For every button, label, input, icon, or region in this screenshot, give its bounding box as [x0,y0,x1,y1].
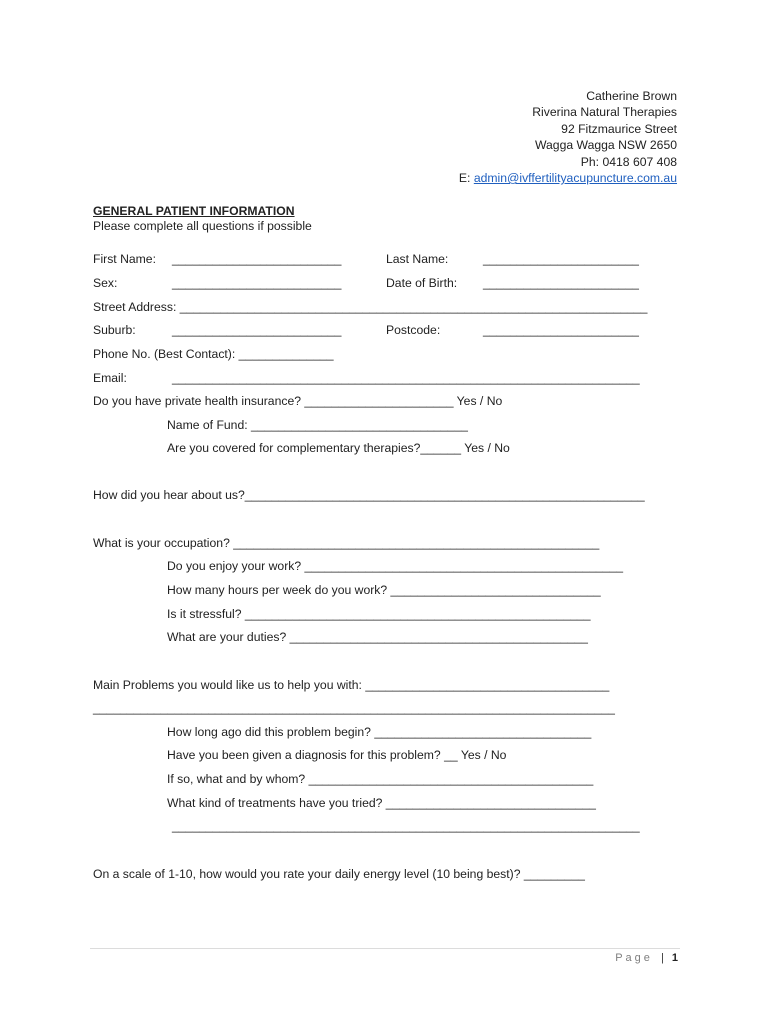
stressful-question[interactable]: Is it stressful? ___________________________________________________ [167,607,591,621]
first-name-label: First Name: [93,252,156,266]
email-label: E: [458,171,471,186]
last-name-field[interactable]: _______________________ [483,252,639,266]
postcode-field[interactable]: _______________________ [483,323,639,337]
work-hours-question[interactable]: How many hours per week do you work? _______________________________ [167,583,601,597]
practitioner-header [459,88,677,186]
occupation-question[interactable]: What is your occupation? ______________________________________________________ [93,536,600,550]
form-subtitle: Please complete all questions if possible [93,219,312,233]
duties-question[interactable]: What are your duties? ____________________________________________ [167,630,588,644]
sex-label: Sex: [93,276,118,290]
main-problems-extra-line[interactable]: _____________________________________________________________________________ [93,701,615,715]
page-word: Page [615,952,653,964]
form-title: GENERAL PATIENT INFORMATION [93,204,295,218]
treatments-extra-line[interactable]: _____________________________________________________________________ [172,819,640,833]
email-link[interactable]: admin@ivffertilityacupuncture.com.au [473,171,677,186]
business-name: Riverina Natural Therapies [532,105,677,120]
energy-level-question[interactable]: On a scale of 1-10, how would you rate your daily energy level (10 being best)? _________ [93,867,585,881]
street-address-field[interactable]: Street Address: _____________________________________________________________________ [93,300,648,314]
phone-number: Ph: 0418 607 408 [580,154,677,169]
practitioner-name: Catherine Brown [586,89,677,103]
problem-duration-question[interactable]: How long ago did this problem begin? ________________________________ [167,725,592,739]
postcode-label: Postcode: [386,323,441,337]
suburb-label: Suburb: [93,323,136,337]
page-footer [615,952,678,964]
fund-name-field[interactable]: Name of Fund: ________________________________ [167,418,468,432]
street-address: 92 Fitzmaurice Street [561,121,677,136]
sex-field[interactable]: _________________________ [172,276,342,290]
footer-separator: | [660,952,664,964]
email-line [459,170,677,186]
first-name-field[interactable]: _________________________ [172,252,342,266]
complementary-question[interactable]: Are you covered for complementary therapies?______ Yes / No [167,441,510,455]
insurance-question[interactable]: Do you have private health insurance? ______________________ Yes / No [93,394,503,408]
main-problems-question[interactable]: Main Problems you would like us to help you with: ____________________________________ [93,678,610,692]
phone-field[interactable]: Phone No. (Best Contact): ______________ [93,347,334,361]
page-number: 1 [671,952,678,964]
diagnosis-question[interactable]: Have you been given a diagnosis for this problem? __ Yes / No [167,748,507,762]
email-field[interactable]: _____________________________________________________________________ [172,371,640,385]
enjoy-work-question[interactable]: Do you enjoy your work? _______________________________________________ [167,559,624,573]
city-address: Wagga Wagga NSW 2650 [534,138,677,153]
dob-label: Date of Birth: [386,276,458,290]
referral-question[interactable]: How did you hear about us?___________________________________________________________ [93,488,645,502]
email-label: Email: [93,371,127,385]
dob-field[interactable]: _______________________ [483,276,639,290]
suburb-field[interactable]: _________________________ [172,323,342,337]
diagnosis-by-whom-question[interactable]: If so, what and by whom? __________________________________________ [167,772,594,786]
treatments-question[interactable]: What kind of treatments have you tried? _______________________________ [167,796,596,810]
last-name-label: Last Name: [386,252,449,266]
footer-divider [90,948,680,949]
